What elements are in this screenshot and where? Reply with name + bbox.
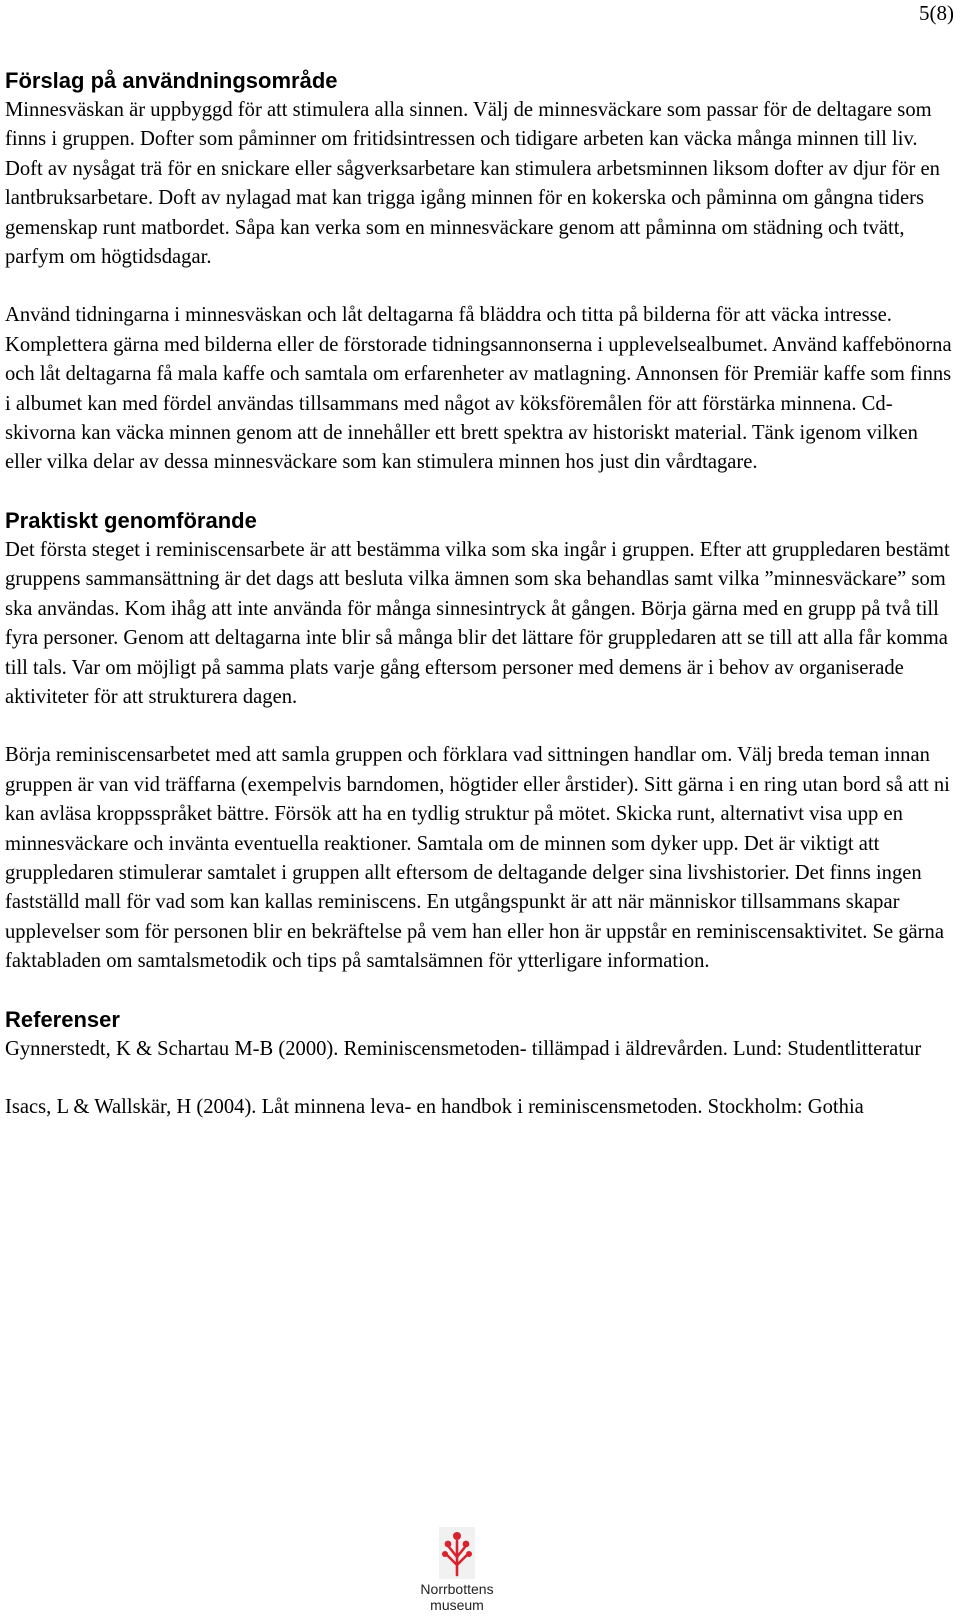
section-heading-referenser: Referenser bbox=[5, 1006, 120, 1032]
section-heading-praktiskt: Praktiskt genomförande bbox=[5, 507, 257, 533]
reference-item-2: Isacs, L & Wallskär, H (2004). Låt minnena leva- en handbok i reminiscensmetoden. Stockholm: Gothia bbox=[5, 1095, 864, 1118]
logo-text-line-2: museum bbox=[430, 1597, 484, 1613]
logo-text-line-1: Norrbottens bbox=[420, 1581, 494, 1597]
section-heading-forslag: Förslag på användningsområde bbox=[5, 68, 338, 93]
paragraph-praktiskt-1: Det första steget i reminiscensarbete är att bestämma vilka som ska ingår i gruppen. Efter att gruppledaren bestämt gruppens sammansättning är det dags att besluta vilka ämnen som ska behandlas samt vilka ”minnesväckare” som ska användas. Kom ihåg att inte använda för många sinnesintryck åt gången. Börja gärna med en grupp på två till fyra personer. Genom att deltagarna inte blir så många blir det lättare för gruppledaren att se till att alla får komma till tals. Var om möjligt på samma plats varje gång eftersom personer med demens är i behov av organiserade aktiviteter för att strukturera dagen. bbox=[5, 538, 950, 708]
reference-item-1: Gynnerstedt, K & Schartau M-B (2000). Reminiscensmetoden- tillämpad i äldrevården. Lund: Studentlitteratur bbox=[5, 1037, 922, 1060]
paragraph-forslag-2: Använd tidningarna i minnesväskan och låt deltagarna få bläddra och titta på bilderna för att väcka intresse. Komplettera gärna med bilderna eller de förstorade tidningsannonserna i upplevelsealbumet. Använd kaffebönorna och låt deltagarna få mala kaffe och samtala om erfarenheter av matlagning. Annonsen för Premiär kaffe som finns i albumet kan med fördel användas tillsammans med något av köksföremålen för att förstärka minnena. Cd-skivorna kan väcka minnen genom att de innehåller ett brett spektra av historiskt material. Tänk igenom vilken eller vilka delar av dessa minnesväckare som kan stimulera minnen hos just din vårdtagare. bbox=[5, 304, 952, 474]
document-body bbox=[5, 66, 957, 1122]
paragraph-praktiskt-2: Börja reminiscensarbetet med att samla gruppen och förklara vad sittningen handlar om. Välj breda teman innan gruppen är van vid träffarna (exempelvis barndomen, högtider eller årstider). Sitt gärna i en ring utan bord så att ni kan avläsa kroppsspråket bättre. Försök att ha en tydlig struktur på mötet. Skicka runt, alternativt visa upp en minnesväckare och invänta eventuella reaktioner. Samtala om de minnen som dyker upp. Det är viktigt att gruppledaren stimulerar samtalet i gruppen allt eftersom de deltagande delger sina livshistorier. Det finns ingen fastställd mall för vad som kan kallas reminiscens. En utgångspunkt är att när människor tillsammans skapar upplevelser som för personen blir en bekräftelse på vem han eller hon är uppstår en reminiscensaktivitet. Se gärna faktabladen om samtalsmetodik och tips på samtalsämnen för ytterligare information. bbox=[5, 744, 950, 973]
norrbottens-museum-logo-icon bbox=[439, 1527, 475, 1579]
page-number: 5(8) bbox=[919, 1, 954, 25]
museum-logo bbox=[415, 1525, 499, 1617]
paragraph-forslag-1: Minnesväskan är uppbyggd för att stimulera alla sinnen. Välj de minnesväckare som passar för de deltagare som finns i gruppen. Dofter som påminner om fritidsintressen och tidigare arbeten kan väcka många minnen till liv. Doft av nysågat trä för en snickare eller sågverksarbetare kan stimulera arbetsminnen liksom dofter av djur för en lantbruksarbetare. Doft av nylagad mat kan trigga igång minnen för en kokerska och påminna om gångna tiders gemenskap runt matbordet. Såpa kan verka som en minnesväckare genom att påminna om städning och tvätt, parfym om högtidsdagar. bbox=[5, 99, 940, 269]
